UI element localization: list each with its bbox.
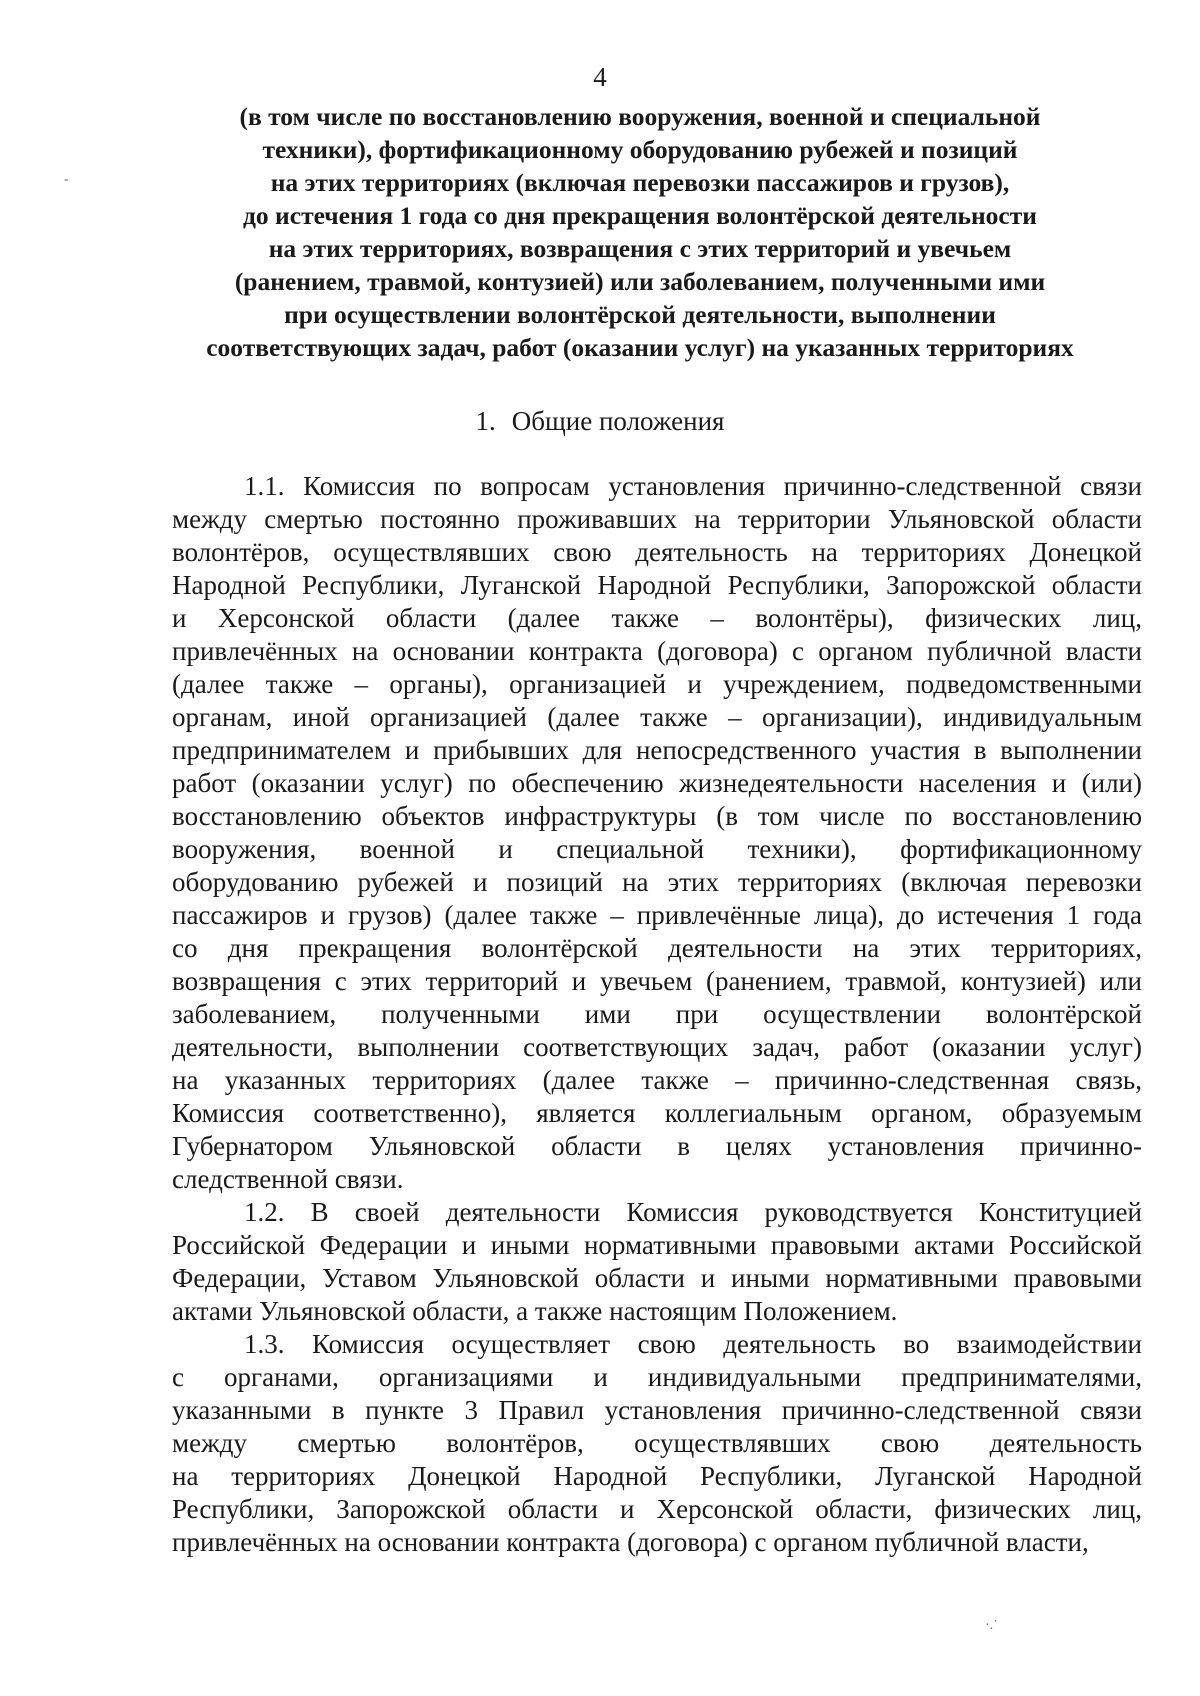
paragraph-line: на указанных территориях (далее также – причинно-следственная связь, <box>172 1065 1142 1095</box>
paragraph-line: со дня прекращения волонтёрской деятельности на этих территориях, <box>172 933 1142 963</box>
paragraph-line: Народной Республики, Луганской Народной Республики, Запорожской области <box>172 570 1142 600</box>
title-line: соответствующих задач, работ (оказании услуг) на указанных территориях <box>206 333 1074 362</box>
paragraph-line: Комиссия соответственно), является коллегиальным органом, образуемым <box>172 1098 1142 1128</box>
paragraph-1-2 <box>172 1196 1142 1328</box>
paragraph-line: Федерации, Уставом Ульяновской области и иными нормативными правовыми <box>172 1263 1142 1293</box>
paragraph-line: органам, иной организацией (далее также – организации), индивидуальным <box>172 702 1142 732</box>
paragraph-line: 1.1. Комиссия по вопросам установления причинно-следственной связи <box>244 471 1142 501</box>
paragraph-1-1 <box>172 470 1142 1196</box>
paragraph-line: актами Ульяновской области, а также настоящим Положением. <box>172 1296 898 1326</box>
scan-mark: ·.˙ <box>985 1618 998 1633</box>
paragraph-line: работ (оказании услуг) по обеспечению жизнедеятельности населения и (или) <box>172 768 1142 798</box>
document-title <box>150 100 1130 364</box>
section-number: 1. <box>475 406 496 436</box>
section-heading <box>0 405 1200 437</box>
paragraph-line: 1.3. Комиссия осуществляет свою деятельность во взаимодействии <box>244 1329 1142 1359</box>
paragraph-line: между смертью волонтёров, осуществлявших свою деятельность <box>172 1428 1142 1458</box>
paragraph-line: Губернатором Ульяновской области в целях установления причинно- <box>172 1131 1142 1161</box>
title-line: до истечения 1 года со дня прекращения волонтёрской деятельности <box>243 201 1037 230</box>
paragraph-line: пассажиров и грузов) (далее также – привлечённые лица), до истечения 1 года <box>172 900 1142 930</box>
paragraph-line: привлечённых на основании контракта (договора) с органом публичной власти, <box>172 1527 1089 1557</box>
title-line: на этих территориях (включая перевозки пассажиров и грузов), <box>270 168 1010 197</box>
paragraph-line: волонтёров, осуществлявших свою деятельность на территориях Донецкой <box>172 537 1142 567</box>
paragraph-line: с органами, организациями и индивидуальными предпринимателями, <box>172 1362 1142 1392</box>
title-line: (в том числе по восстановлению вооружения, военной и специальной <box>239 102 1041 131</box>
scan-mark: - <box>64 172 69 187</box>
paragraph-line: деятельности, выполнении соответствующих задач, работ (оказании услуг) <box>172 1032 1142 1062</box>
paragraph-line: предпринимателем и прибывших для непосредственного участия в выполнении <box>172 735 1142 765</box>
paragraph-line: заболеванием, полученными ими при осуществлении волонтёрской <box>172 999 1142 1029</box>
title-line: на этих территориях, возвращения с этих территорий и увечьем <box>268 234 1012 263</box>
paragraph-line: Республики, Запорожской области и Херсонской области, физических лиц, <box>172 1494 1142 1524</box>
page-number: 4 <box>593 62 607 92</box>
title-line: (ранением, травмой, контузией) или заболеванием, полученными ими <box>234 267 1046 296</box>
body-text <box>172 470 1142 1559</box>
paragraph-1-3 <box>172 1328 1142 1559</box>
paragraph-line: Российской Федерации и иными нормативными правовыми актами Российской <box>172 1230 1142 1260</box>
title-line: при осуществлении волонтёрской деятельности, выполнении <box>284 300 996 329</box>
section-title: Общие положения <box>511 406 725 436</box>
paragraph-line: восстановлению объектов инфраструктуры (в том числе по восстановлению <box>172 801 1142 831</box>
paragraph-line: возвращения с этих территорий и увечьем (ранением, травмой, контузией) или <box>172 966 1142 996</box>
paragraph-line: 1.2. В своей деятельности Комиссия руководствуется Конституцией <box>244 1197 1142 1227</box>
title-line: техники), фортификационному оборудованию рубежей и позиций <box>262 135 1018 164</box>
paragraph-line: (далее также – органы), организацией и учреждением, подведомственными <box>172 669 1142 699</box>
paragraph-line: указанными в пункте 3 Правил установления причинно-следственной связи <box>172 1395 1142 1425</box>
paragraph-line: оборудованию рубежей и позиций на этих территориях (включая перевозки <box>172 867 1142 897</box>
paragraph-line: между смертью постоянно проживавших на территории Ульяновской области <box>172 504 1142 534</box>
paragraph-line: следственной связи. <box>172 1164 404 1194</box>
paragraph-line: привлечённых на основании контракта (договора) с органом публичной власти <box>172 636 1142 666</box>
paragraph-line: вооружения, военной и специальной техники), фортификационному <box>172 834 1142 864</box>
paragraph-line: и Херсонской области (далее также – волонтёры), физических лиц, <box>172 603 1142 633</box>
paragraph-line: на территориях Донецкой Народной Республики, Луганской Народной <box>172 1461 1142 1491</box>
